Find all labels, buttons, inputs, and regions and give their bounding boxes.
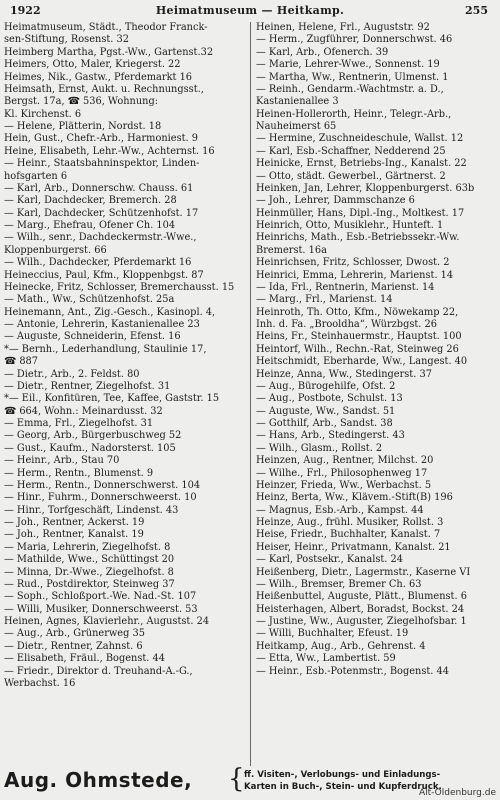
- directory-entry-line: — Wilh., Glasm., Rollst. 2: [256, 442, 383, 454]
- directory-entry-line: — Herm., Zugführer, Donnerschwst. 46: [256, 34, 453, 46]
- directory-entry-line: — Marg., Frl., Marienst. 14: [256, 294, 393, 306]
- directory-entry-line: — Heinr., Staatsbahninspektor, Linden-: [4, 158, 200, 170]
- directory-entry-line: — Auguste, Schneiderin, Efenst. 16: [4, 331, 181, 343]
- directory-entry-line: ☎ 887: [4, 356, 39, 368]
- directory-entry-line: — Math., Ww., Schützenhofst. 25a: [4, 294, 175, 306]
- directory-entry-line: Heins, Fr., Steinhauermstr., Hauptst. 100: [256, 331, 462, 343]
- directory-entry-line: — Mathilde, Wwe., Schüttingst 20: [4, 554, 175, 566]
- directory-entry-line: — Etta, Ww., Lambertist. 59: [256, 653, 396, 665]
- directory-entry-line: — Wilhe., Frl., Philosophenweg 17: [256, 467, 428, 479]
- directory-entry-line: Bremerst. 16a: [256, 244, 327, 256]
- directory-entry-line: — Marg., Ehefrau, Ofener Ch. 104: [4, 220, 176, 231]
- directory-entry-line: Heinroth, Th. Otto, Kfm., Nöwekamp 22,: [256, 306, 459, 318]
- directory-entry-line: — Karl, Postsekr., Kanalst. 24: [256, 554, 403, 566]
- directory-entry-line: Heinrich, Otto, Musiklehr., Hunteft. 1: [256, 220, 444, 231]
- directory-entry-line: — Dietr., Rentner, Zahnst. 6: [4, 640, 143, 652]
- directory-entry-line: Heinze, Aug., frühl. Musiker, Rollst. 3: [256, 517, 444, 528]
- directory-entry-line: — Ida, Frl., Rentnerin, Marienst. 14: [256, 281, 435, 293]
- directory-entry-line: Heinzer, Frieda, Ww., Werbachst. 5: [256, 479, 432, 491]
- directory-entry-line: — Dietr., Rentner, Ziegelhofst. 31: [4, 380, 171, 392]
- directory-entry-line: — Karl, Arb., Ofenerch. 39: [256, 46, 389, 58]
- advertiser-name: Aug. Ohmstede,: [4, 768, 193, 792]
- directory-entry-line: — Soph., Schloßport.-We. Nad.-St. 107: [4, 591, 197, 603]
- directory-entry-line: — Helene, Plätterin, Nordst. 18: [4, 121, 162, 132]
- directory-entry-line: — Justine, Ww., Auguster, Ziegelhofsbar. 1: [256, 616, 467, 627]
- directory-entry-line: Heimsath, Ernst, Aukt. u. Rechnungsst.,: [4, 83, 204, 95]
- directory-entry-line: Heinz, Berta, Ww., Klävem.-Stift(B) 196: [256, 492, 453, 504]
- directory-entry-line: — Elisabeth, Fräul., Bogenst. 44: [4, 653, 165, 665]
- directory-entry-line: — Aug., Bürogehilfe, Ofst. 2: [256, 380, 396, 392]
- watermark: Alt-Oldenburg.de: [418, 788, 496, 798]
- directory-entry-line: Heißenbuttel, Auguste, Plätt., Blumenst. 6: [256, 591, 467, 603]
- directory-entry-line: — Wilh., Dachdecker, Pferdemarkt 16: [4, 257, 192, 269]
- directory-entry-line: Kl. Kirchenst. 6: [4, 108, 82, 120]
- directory-entry-line: Heinmüller, Hans, Dipl.-Ing., Moltkest. 17: [256, 207, 465, 219]
- directory-entry-line: — Karl, Arb., Donnerschw. Chauss. 61: [4, 182, 194, 194]
- directory-entry-line: — Maria, Lehrerin, Ziegelhofst. 8: [4, 541, 171, 553]
- directory-entry-line: — Joh., Rentner, Kanalst. 19: [4, 529, 144, 541]
- directory-left-column: [4, 22, 246, 766]
- directory-entry-line: Heinicke, Ernst, Betriebs-Ing., Kanalst. 22: [256, 158, 467, 170]
- directory-entry-line: Kastanienallee 3: [256, 96, 339, 108]
- column-divider: [250, 22, 251, 766]
- directory-entry-line: Heinen, Helene, Frl., Auguststr. 92: [256, 22, 430, 33]
- directory-entry-line: — Wilh., senr., Dachdeckermstr.-Wwe.,: [4, 232, 197, 244]
- directory-entry-line: — Joh., Lehrer, Dammschanze 6: [256, 195, 415, 207]
- directory-right-column: [256, 22, 496, 766]
- directory-entry-line: — Georg, Arb., Bürgerbuschweg 52: [4, 430, 182, 442]
- directory-entry-line: — Hermine, Zuschneideschule, Wallst. 12: [256, 133, 464, 145]
- directory-entry-line: Heise, Friedr., Buchhalter, Kanalst. 7: [256, 529, 441, 541]
- directory-entry-line: Heinrici, Emma, Lehrerin, Marienst. 14: [256, 269, 454, 281]
- brace-glyph: {: [228, 764, 245, 794]
- directory-entry-line: — Joh., Rentner, Ackerst. 19: [4, 517, 145, 528]
- directory-entry-line: Heintorf, Wilh., Rechn.-Rat, Steinweg 26: [256, 343, 459, 355]
- directory-entry-line: — Heinr., Esb.-Potenmstr., Bogenst. 44: [256, 665, 449, 677]
- directory-entry-line: hofsgarten 6: [4, 170, 68, 182]
- directory-entry-line: — Reinh., Gendarm.-Wachtmstr. a. D.,: [256, 83, 444, 95]
- directory-entry-line: sen-Stiftung, Rosenst. 32: [4, 34, 129, 46]
- directory-entry-line: Heimers, Otto, Maler, Kriegerst. 22: [4, 59, 181, 71]
- directory-entry-line: ☎ 664, Wohn.: Meinardusst. 32: [4, 405, 163, 417]
- directory-entry-line: — Aug., Postbote, Schulst. 13: [256, 393, 403, 405]
- directory-entry-line: Heißenberg, Dietr., Lagermstr., Kaserne VI: [256, 566, 471, 578]
- directory-entry-line: Heinken, Jan, Lehrer, Kloppenburgerst. 63b: [256, 182, 475, 194]
- directory-entry-line: — Hans, Arb., Stedingerst. 43: [256, 430, 405, 442]
- ad-text-line-1: ff. Visiten-, Verlobungs- und Einladungs-: [244, 770, 441, 780]
- directory-entry-line: Heinen-Hollerorth, Heinr., Telegr.-Arb.,: [256, 108, 452, 120]
- directory-entry-line: Heinrichsen, Fritz, Schlosser, Dwost. 2: [256, 257, 450, 269]
- directory-entry-line: — Gust., Kaufm., Nadorsterst. 105: [4, 442, 176, 454]
- directory-entry-line: Nauheimerst 65: [256, 121, 337, 132]
- directory-entry-line: — Willi, Buchhalter, Efeust. 19: [256, 628, 409, 640]
- directory-entry-line: — Herm., Rentn., Blumenst. 9: [4, 467, 154, 479]
- directory-entry-line: — Auguste, Ww., Sandst. 51: [256, 405, 396, 417]
- directory-entry-line: — Heinr., Arb., Stau 70: [4, 455, 120, 467]
- directory-entry-line: — Marie, Lehrer-Wwe., Sonnenst. 19: [256, 59, 440, 71]
- directory-entry-line: Heinemann, Ant., Zig.-Gesch., Kasinopl. 4,: [4, 306, 216, 318]
- directory-entry-line: *— Bernh., Lederhandlung, Staulinie 17,: [4, 343, 207, 355]
- directory-entry-line: Werbachst. 16: [4, 677, 76, 689]
- directory-entry-line: — Aug., Arb., Grünerweg 35: [4, 628, 145, 640]
- directory-entry-line: Heineccius, Paul, Kfm., Kloppenbgst. 87: [4, 269, 204, 281]
- directory-entry-line: — Antonie, Lehrerin, Kastanienallee 23: [4, 319, 200, 330]
- directory-entry-line: Heimberg Martha, Pgst.-Ww., Gartenst.32: [4, 46, 214, 58]
- header-title: Heimatmuseum — Heitkamp.: [155, 4, 345, 17]
- directory-entry-line: — Gotthilf, Arb., Sandst. 38: [256, 418, 393, 429]
- directory-entry-line: — Karl, Dachdecker, Schützenhofst. 17: [4, 207, 199, 219]
- directory-entry-line: — Rud., Postdirektor, Steinweg 37: [4, 578, 175, 590]
- directory-entry-line: Heimes, Nik., Gastw., Pferdemarkt 16: [4, 71, 193, 83]
- directory-entry-line: — Magnus, Esb.-Arb., Kampst. 44: [256, 504, 424, 516]
- directory-entry-line: — Hinr., Torfgeschäft, Lindenst. 43: [4, 504, 179, 516]
- directory-entry-line: Heiser, Heinr., Privatmann, Kanalst. 21: [256, 541, 451, 553]
- directory-entry-line: Inh. d. Fa. „Brooldha“, Würzbgst. 26: [256, 319, 437, 330]
- directory-entry-line: — Karl, Dachdecker, Bremerch. 28: [4, 195, 177, 207]
- ad-text-line-2: Karten in Buch-, Stein- und Kupferdruck.: [244, 782, 442, 792]
- directory-entry-line: Bergst. 17a, ☎ 536, Wohnung:: [4, 96, 159, 108]
- directory-entry-line: — Dietr., Arb., 2. Feldst. 80: [4, 368, 140, 380]
- directory-entry-line: Heinrichs, Math., Esb.-Betriebssekr.-Ww.: [256, 232, 460, 244]
- directory-entry-line: Heine, Elisabeth, Lehr.-Ww., Achternst. 16: [4, 145, 215, 157]
- directory-entry-line: Heinzen, Aug., Rentner, Milchst. 20: [256, 455, 434, 467]
- directory-entry-line: Heitkamp, Aug., Arb., Gehrenst. 4: [256, 640, 426, 652]
- directory-entry-line: — Friedr., Direktor d. Treuhand-A.-G.,: [4, 665, 193, 677]
- page-number: 255: [465, 4, 488, 17]
- directory-entry-line: — Hinr., Fuhrm., Donnerschweerst. 10: [4, 492, 197, 504]
- directory-entry-line: — Otto, städt. Gewerbel., Gärtnerst. 2: [256, 170, 446, 182]
- directory-entry-line: Heitschmidt, Eberharde, Ww., Langest. 40: [256, 356, 468, 368]
- directory-entry-line: Hein, Gust., Chefr.-Arb., Harmoniest. 9: [4, 133, 199, 145]
- page-header: [10, 4, 490, 18]
- directory-entry-line: — Minna, Dr.-Wwe., Ziegelhofst. 8: [4, 566, 174, 578]
- directory-entry-line: Kloppenburgerst. 66: [4, 244, 107, 256]
- directory-entry-line: — Herm., Rentn., Donnerschwerst. 104: [4, 479, 201, 491]
- directory-entry-line: Heinen, Agnes, Klavierlehr., Augustst. 24: [4, 616, 210, 627]
- directory-entry-line: Heinze, Anna, Ww., Stedingerst. 37: [256, 368, 432, 380]
- directory-entry-line: Heinecke, Fritz, Schlosser, Bremerchausst. 15: [4, 281, 235, 293]
- directory-entry-line: — Martha, Ww., Rentnerin, Ulmenst. 1: [256, 71, 449, 83]
- directory-entry-line: — Wilh., Bremser, Bremer Ch. 63: [256, 578, 422, 590]
- directory-entry-line: Heisterhagen, Albert, Boradst, Bockst. 24: [256, 603, 465, 615]
- header-year: 1922: [10, 4, 41, 17]
- directory-entry-line: *— Eil., Konfitüren, Tee, Kaffee, Gaststr. 15: [4, 393, 220, 405]
- directory-entry-line: Heimatmuseum, Städt., Theodor Franck-: [4, 22, 208, 33]
- directory-entry-line: — Karl, Esb.-Schaffner, Nedderend 25: [256, 145, 446, 157]
- directory-entry-line: — Emma, Frl., Ziegelhofst. 31: [4, 418, 154, 429]
- directory-entry-line: — Willi, Musiker, Donnerschweerst. 53: [4, 603, 198, 615]
